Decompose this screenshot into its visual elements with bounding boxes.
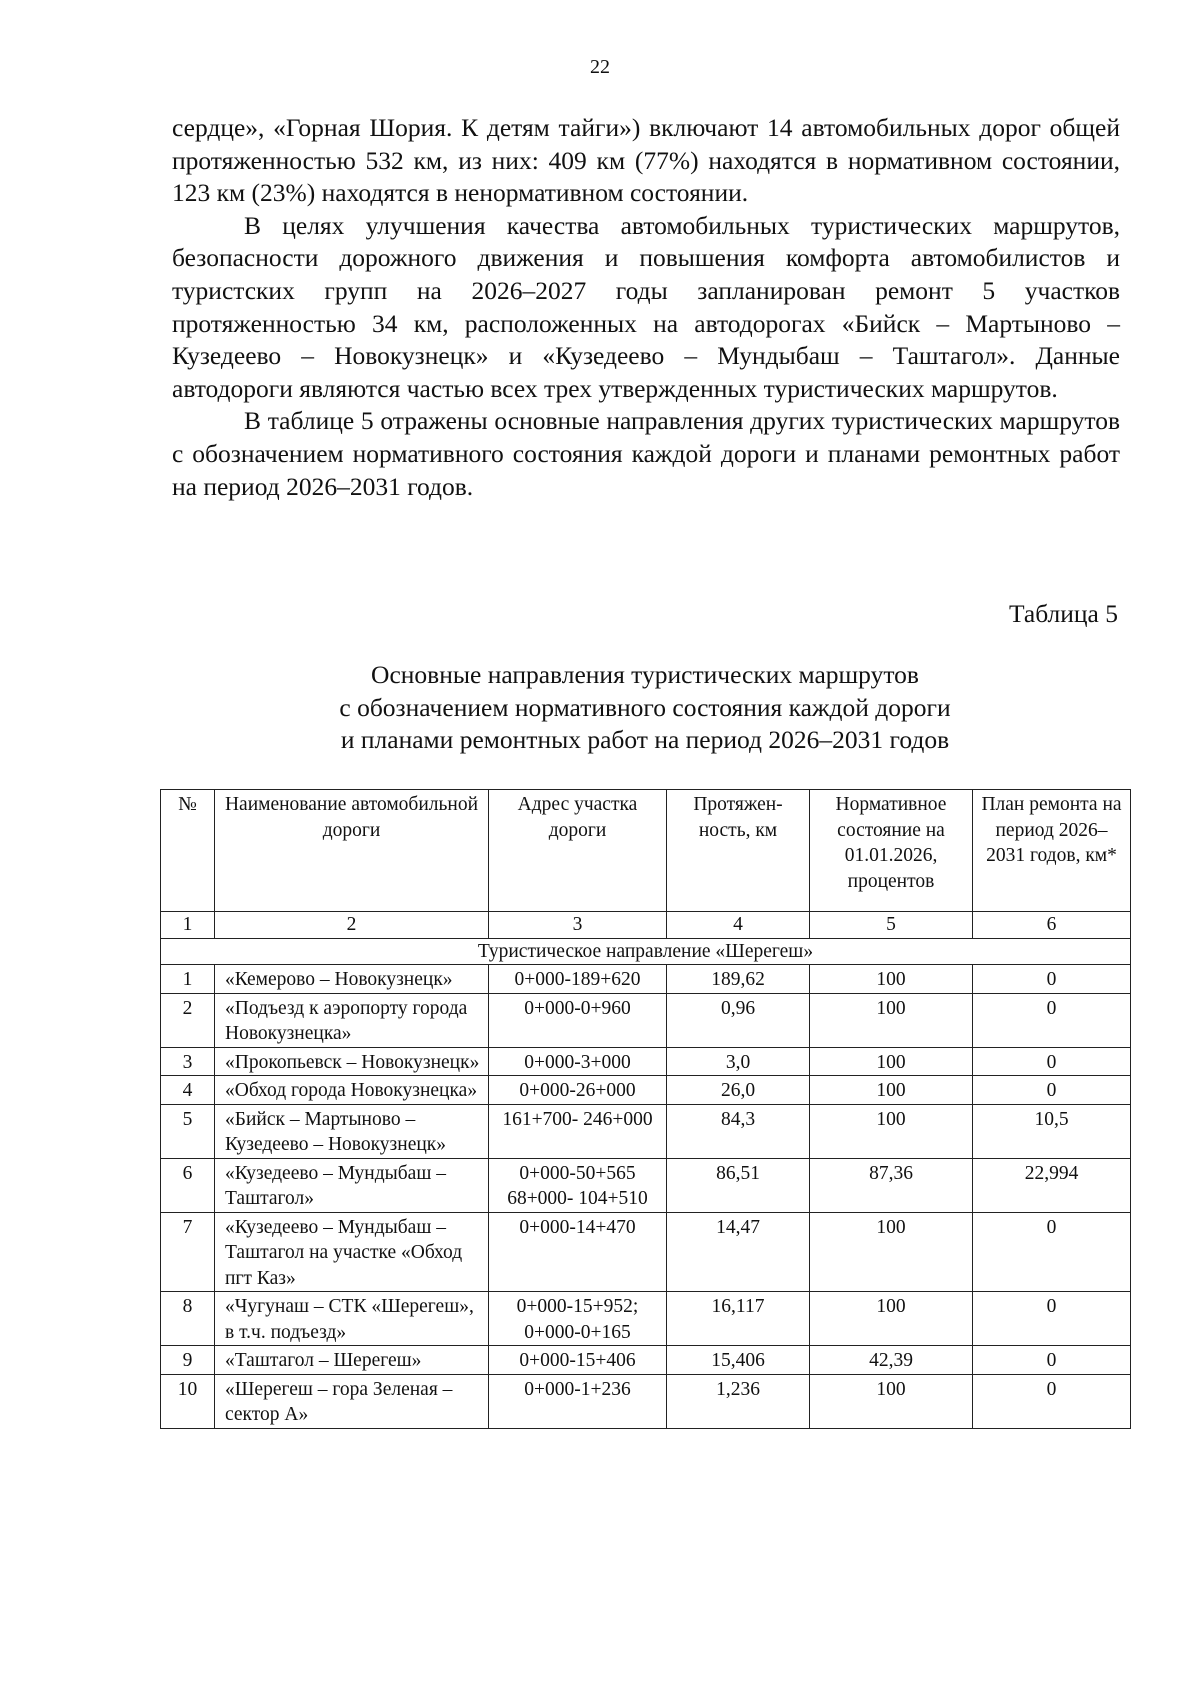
repair-plan-km: 0 — [973, 993, 1131, 1047]
length-km: 3,0 — [667, 1047, 810, 1076]
row-number: 6 — [161, 1158, 215, 1212]
repair-plan-km: 0 — [973, 1346, 1131, 1375]
road-name: «Чугунаш – СТК «Шерегеш», в т.ч. подъезд» — [215, 1292, 489, 1346]
section-address: 0+000-50+565 68+000- 104+510 — [489, 1158, 667, 1212]
section-address: 0+000-189+620 — [489, 965, 667, 994]
table-row — [161, 1292, 1131, 1346]
row-number: 8 — [161, 1292, 215, 1346]
normative-percent: 87,36 — [810, 1158, 973, 1212]
road-name: «Обход города Новокузнецка» — [215, 1076, 489, 1105]
table-title — [0, 659, 1200, 757]
repair-plan-km: 0 — [973, 1076, 1131, 1105]
normative-percent: 100 — [810, 1374, 973, 1428]
column-number: 1 — [161, 912, 215, 939]
table-title-line-2: с обозначением нормативного состояния каждой дороги — [339, 692, 951, 722]
header-normative-state: Нормативное состояние на 01.01.2026, процентов — [810, 790, 973, 912]
paragraph-3: В таблице 5 отражены основные направления других туристических маршрутов с обозначением нормативного состояния каждой дороги и планами ремонтных работ на период 2026–2031 годов. — [172, 406, 1120, 501]
column-number: 3 — [489, 912, 667, 939]
normative-percent: 100 — [810, 965, 973, 994]
length-km: 84,3 — [667, 1104, 810, 1158]
group-row — [161, 938, 1131, 965]
normative-percent: 100 — [810, 1292, 973, 1346]
section-address: 0+000-15+952; 0+000-0+165 — [489, 1292, 667, 1346]
column-number-row — [161, 912, 1131, 939]
road-name: «Прокопьевск – Новокузнецк» — [215, 1047, 489, 1076]
table-row — [161, 965, 1131, 994]
section-address: 0+000-0+960 — [489, 993, 667, 1047]
length-km: 1,236 — [667, 1374, 810, 1428]
table-title-line-1: Основные направления туристических маршрутов — [371, 660, 919, 689]
repair-plan-km: 0 — [973, 1212, 1131, 1292]
page-number: 22 — [590, 56, 610, 78]
table-row — [161, 1158, 1131, 1212]
length-km: 26,0 — [667, 1076, 810, 1105]
roads-table — [160, 789, 1131, 1429]
section-address: 0+000-14+470 — [489, 1212, 667, 1292]
header-length: Протяжен-ность, км — [667, 790, 810, 912]
section-address: 0+000-26+000 — [489, 1076, 667, 1105]
road-name: «Шерегеш – гора Зеленая – сектор А» — [215, 1374, 489, 1428]
road-name: «Таштагол – Шерегеш» — [215, 1346, 489, 1375]
length-km: 189,62 — [667, 965, 810, 994]
repair-plan-km: 22,994 — [973, 1158, 1131, 1212]
header-road-name: Наименование автомобильной дороги — [215, 790, 489, 912]
length-km: 0,96 — [667, 993, 810, 1047]
paragraph-1: сердце», «Горная Шория. К детям тайги») включают 14 автомобильных дорог общей протяженностью 532 км, из них: 409 км (77%) находятся в нормативном состоянии, 123 км (23%) находятся в ненормативном состоянии. — [172, 113, 1120, 208]
table-row — [161, 1346, 1131, 1375]
section-address: 0+000-3+000 — [489, 1047, 667, 1076]
road-name: «Кемерово – Новокузнецк» — [215, 965, 489, 994]
row-number: 4 — [161, 1076, 215, 1105]
table-row — [161, 1076, 1131, 1105]
paragraph-2: В целях улучшения качества автомобильных туристических маршрутов, безопасности дорожного движения и повышения комфорта автомобилистов и туристских групп на 2026–2027 годы запланирован ремонт 5 участков протяженностью 34 км, расположенных на автодорогах «Бийск – Мартыново – Кузедеево – Новокузнецк» и «Кузедеево – Мундыбаш – Таштагол». Данные автодороги являются частью всех трех утвержденных туристических маршрутов. — [172, 210, 1120, 403]
body-text — [172, 112, 1120, 503]
table-title-line-3: и планами ремонтных работ на период 2026–2031 годов — [340, 725, 950, 754]
normative-percent: 100 — [810, 1212, 973, 1292]
length-km: 15,406 — [667, 1346, 810, 1375]
column-number: 4 — [667, 912, 810, 939]
column-number: 5 — [810, 912, 973, 939]
header-number: № — [161, 790, 215, 912]
table-row — [161, 993, 1131, 1047]
normative-percent: 100 — [810, 1104, 973, 1158]
row-number: 5 — [161, 1104, 215, 1158]
table-row — [161, 1047, 1131, 1076]
length-km: 14,47 — [667, 1212, 810, 1292]
normative-percent: 100 — [810, 993, 973, 1047]
column-number: 2 — [215, 912, 489, 939]
length-km: 86,51 — [667, 1158, 810, 1212]
table-row — [161, 1104, 1131, 1158]
header-section-address: Адрес участка дороги — [489, 790, 667, 912]
section-address: 0+000-15+406 — [489, 1346, 667, 1375]
road-name: «Кузедеево – Мундыбаш –Таштагол на участке «Обход пгт Каз» — [215, 1212, 489, 1292]
repair-plan-km: 0 — [973, 1047, 1131, 1076]
table-row — [161, 1212, 1131, 1292]
table-caption: Таблица 5 — [1008, 599, 1118, 628]
normative-percent: 42,39 — [810, 1346, 973, 1375]
table-header-row — [161, 790, 1131, 912]
row-number: 7 — [161, 1212, 215, 1292]
section-address: 0+000-1+236 — [489, 1374, 667, 1428]
repair-plan-km: 0 — [973, 1292, 1131, 1346]
header-repair-plan: План ремонта на период 2026– 2031 годов, км* — [973, 790, 1131, 912]
repair-plan-km: 0 — [973, 965, 1131, 994]
row-number: 10 — [161, 1374, 215, 1428]
column-number: 6 — [973, 912, 1131, 939]
length-km: 16,117 — [667, 1292, 810, 1346]
row-number: 9 — [161, 1346, 215, 1375]
repair-plan-km: 0 — [973, 1374, 1131, 1428]
road-name: «Подъезд к аэропорту города Новокузнецка» — [215, 993, 489, 1047]
road-name: «Кузедеево – Мундыбаш – Таштагол» — [215, 1158, 489, 1212]
table-row — [161, 1374, 1131, 1428]
section-address: 161+700- 246+000 — [489, 1104, 667, 1158]
row-number: 3 — [161, 1047, 215, 1076]
normative-percent: 100 — [810, 1076, 973, 1105]
road-name: «Бийск – Мартыново – Кузедеево – Новокузнецк» — [215, 1104, 489, 1158]
repair-plan-km: 10,5 — [973, 1104, 1131, 1158]
normative-percent: 100 — [810, 1047, 973, 1076]
row-number: 2 — [161, 993, 215, 1047]
group-title: Туристическое направление «Шерегеш» — [161, 938, 1131, 965]
row-number: 1 — [161, 965, 215, 994]
